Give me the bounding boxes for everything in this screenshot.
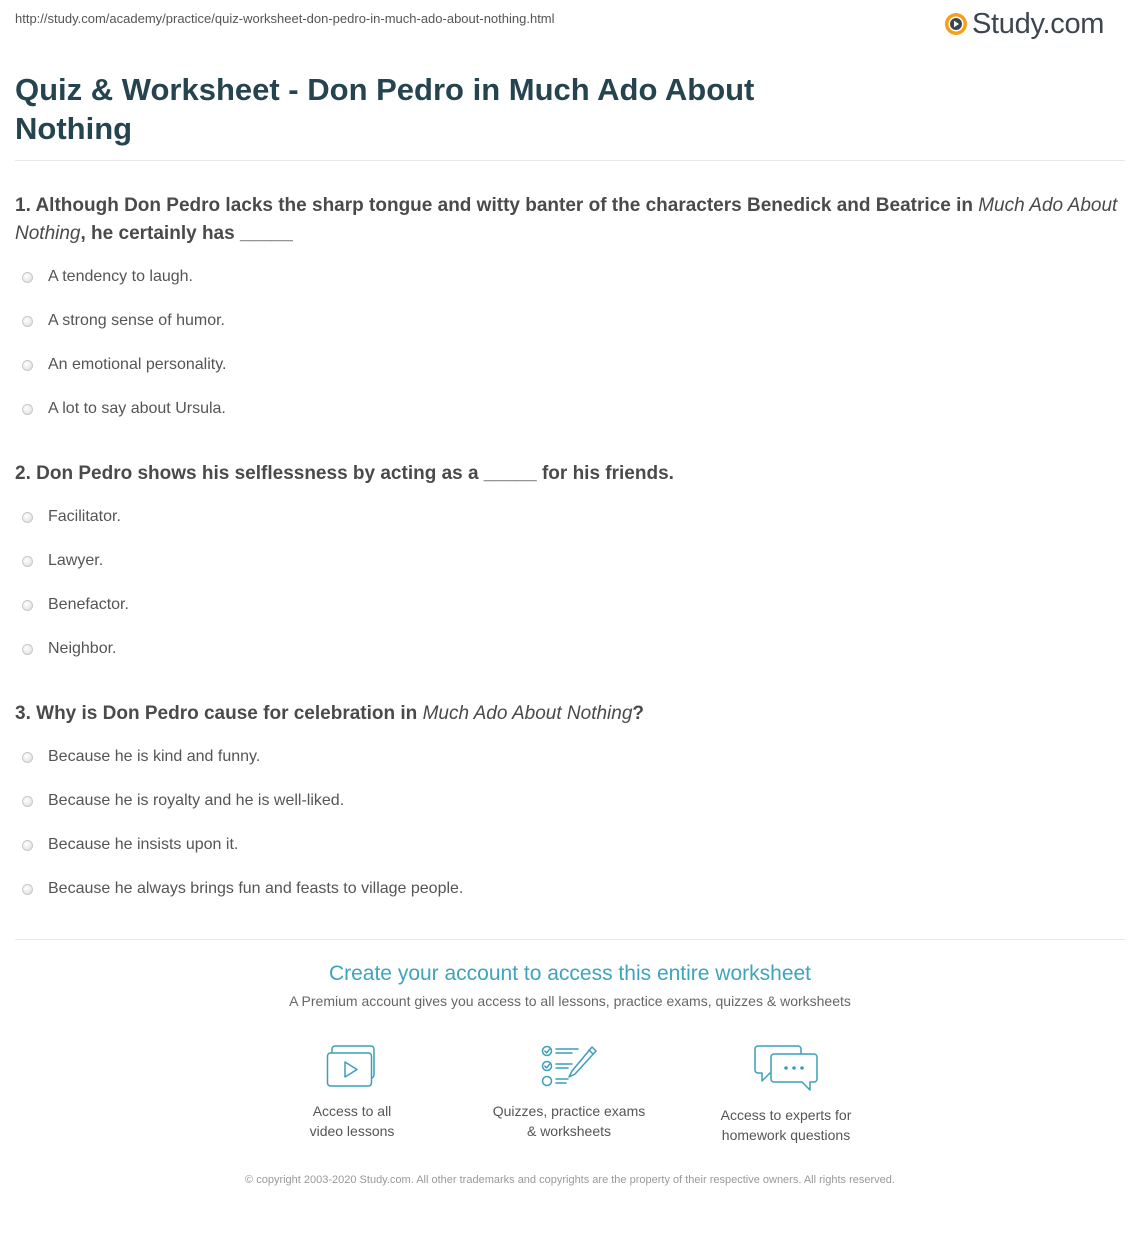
feature-experts: Access to experts for homework questions: [686, 1044, 886, 1145]
answer-option[interactable]: [22, 834, 238, 856]
radio-button[interactable]: [22, 272, 33, 283]
study-logo[interactable]: [944, 7, 1104, 41]
title-divider: [15, 160, 1125, 161]
page-title: Quiz & Worksheet - Don Pedro in Much Ado About Nothing: [15, 72, 755, 146]
chat-bubbles-icon: [754, 1044, 818, 1092]
answer-option[interactable]: [22, 310, 225, 332]
quiz-checklist-icon: [541, 1044, 597, 1088]
radio-button[interactable]: [22, 360, 33, 371]
radio-button[interactable]: [22, 840, 33, 851]
answer-label: Benefactor.: [48, 596, 129, 613]
answer-option[interactable]: [22, 354, 226, 376]
question-3-text: 3. Why is Don Pedro cause for celebration in Much Ado About Nothing?: [15, 703, 645, 724]
answer-label: A tendency to laugh.: [48, 268, 193, 285]
question-2-text: 2. Don Pedro shows his selflessness by acting as a _____ for his friends.: [15, 463, 674, 484]
question-1-text: 1. Although Don Pedro lacks the sharp tongue and witty banter of the characters Benedick and Beatrice in Much Ado About Nothing, he certainly has _____: [15, 195, 1118, 244]
answer-option[interactable]: [22, 594, 129, 616]
answer-label: An emotional personality.: [48, 356, 227, 373]
play-circle-logo-icon: [944, 12, 968, 36]
answer-option[interactable]: [22, 790, 344, 812]
work-title: Much Ado About Nothing: [15, 195, 1118, 244]
radio-button[interactable]: [22, 316, 33, 327]
quiz-divider: [15, 939, 1125, 940]
answer-label: Neighbor.: [48, 640, 117, 657]
create-account-link[interactable]: Create your account to access this entire worksheet: [328, 962, 812, 985]
answer-option[interactable]: [22, 266, 193, 288]
premium-description: A Premium account gives you access to all lessons, practice exams, quizzes & worksheets: [289, 993, 851, 1009]
feature-quizzes: Quizzes, practice exams & worksheets: [469, 1044, 669, 1141]
video-lessons-icon: [326, 1044, 378, 1088]
answer-label: Because he is royalty and he is well-liked.: [48, 792, 345, 809]
answer-label: A strong sense of humor.: [48, 312, 225, 329]
answer-option[interactable]: [22, 550, 103, 572]
answer-option[interactable]: [22, 746, 260, 768]
answer-option[interactable]: [22, 398, 226, 420]
logo-text: Study.com: [972, 8, 1105, 40]
answer-label: Lawyer.: [48, 552, 104, 569]
answer-label: Because he is kind and funny.: [48, 748, 261, 765]
radio-button[interactable]: [22, 644, 33, 655]
answer-label: Because he always brings fun and feasts to village people.: [48, 880, 464, 897]
radio-button[interactable]: [22, 796, 33, 807]
answer-label: A lot to say about Ursula.: [48, 400, 226, 417]
answer-label: Because he insists upon it.: [48, 836, 239, 853]
radio-button[interactable]: [22, 884, 33, 895]
page-url: http://study.com/academy/practice/quiz-worksheet-don-pedro-in-much-ado-about-nothing.html: [15, 11, 555, 26]
radio-button[interactable]: [22, 600, 33, 611]
radio-button[interactable]: [22, 752, 33, 763]
radio-button[interactable]: [22, 512, 33, 523]
radio-button[interactable]: [22, 404, 33, 415]
answer-label: Facilitator.: [48, 508, 121, 525]
radio-button[interactable]: [22, 556, 33, 567]
answer-option[interactable]: [22, 878, 463, 900]
answer-option[interactable]: [22, 638, 117, 660]
copyright-notice: © copyright 2003-2020 Study.com. All other trademarks and copyrights are the property of their respective owners. All rights reserved.: [245, 1174, 895, 1186]
answer-option[interactable]: [22, 506, 121, 528]
work-title: Much Ado About Nothing: [422, 703, 633, 724]
feature-video-lessons: Access to all video lessons: [252, 1044, 452, 1141]
